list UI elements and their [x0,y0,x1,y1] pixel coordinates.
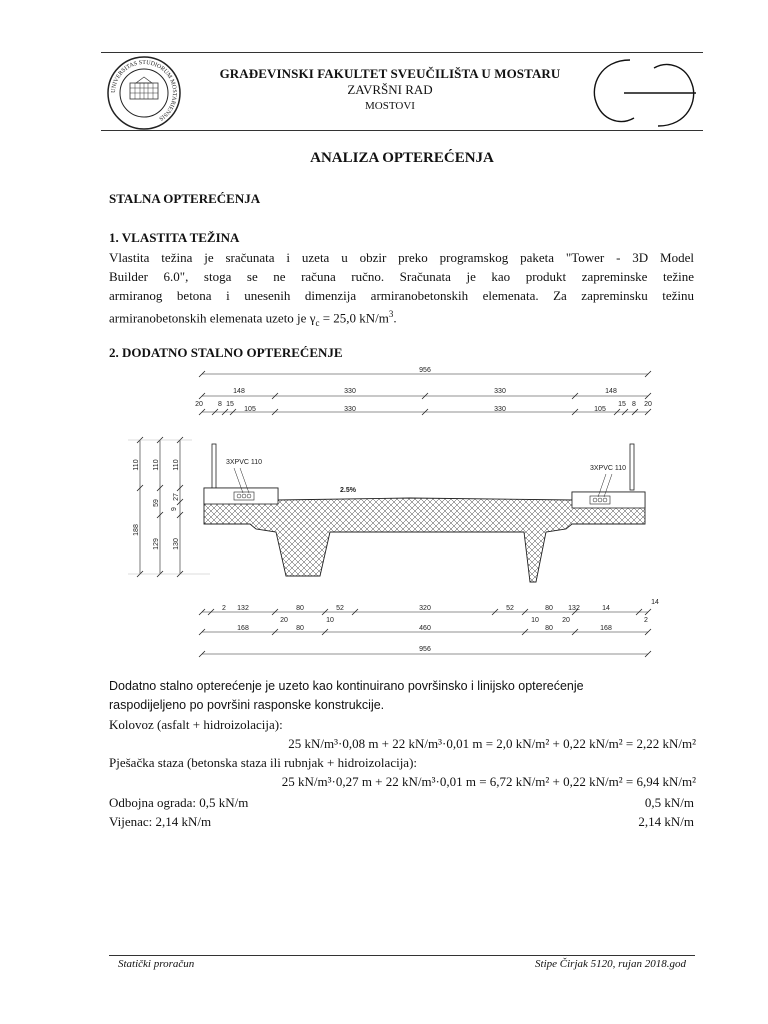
section-heading-permanent: STALNA OPTEREĆENJA [109,191,261,206]
dim-bot2: 80 [296,625,304,632]
dim-row2: 8 [632,401,636,408]
dim-row2: 105 [594,406,606,413]
dim-left: 110 [153,459,160,471]
heading-self-weight: 1. VLASTITA TEŽINA [109,230,240,245]
text-fragment: = 25,0 kN/m [319,310,389,326]
subject-name: MOSTOVI [365,100,415,112]
dim-left: 110 [133,459,140,471]
dim-left: 188 [133,524,140,536]
text-line: Vlastita težina je sračunata i uzeta u obzir preko programskog paketa "Tower - 3D Model [109,250,694,265]
text-line [109,305,694,333]
text-fragment: armiranobetonskih elemenata uzeto je γ [109,310,316,326]
dim-bot1: 80 [545,605,553,612]
roadway-label: Kolovoz (asfalt + hidroizolacija): [109,717,283,732]
text-line: Builder 6.0", stoga se ne računa ručno. Sračunata je kao produkt zapreminske težine [109,269,694,284]
dim-top-total: 956 [419,367,431,374]
dim-bot2: 168 [600,625,612,632]
sidewalk-label: Pješačka staza (betonska staza ili rubnjak + hidroizolacija): [109,755,418,770]
dim-left: 9 [171,507,178,511]
superscript: 3 [388,309,394,319]
dim-bot1b: 10 [326,617,334,624]
text-fragment: . [393,310,397,326]
additional-load-desc-line2: raspodijeljeno po površini rasponske konstrukcije. [109,698,385,712]
dim-row1-c: 330 [494,388,506,395]
dim-bot2: 80 [545,625,553,632]
slope-label: 2.5% [340,487,356,494]
document-type: ZAVRŠNI RAD [347,82,433,97]
dim-row2: 330 [344,406,356,413]
additional-load-desc-line1: Dodatno stalno opterećenje je uzeto kao kontinuirano površinsko i linijsko opterećenje [109,679,584,693]
dim-left: 110 [173,459,180,471]
dim-left: 59 [153,499,160,507]
text-line: armiranog betona i unesenih dimenzija armiranobetonskih elemenata. Za zapreminsku težinu [109,288,694,303]
university-seal [106,55,182,131]
dim-bot2: 168 [237,625,249,632]
cornice-label: Vijenac: 2,14 kN/m [109,814,212,829]
heading-additional-load: 2. DODATNO STALNO OPTEREĆENJE [109,345,343,360]
pipe-label-left: 3XPVC 110 [226,459,263,466]
pipe-label-right: 3XPVC 110 [590,465,627,472]
dim-bot1: 14 [602,605,610,612]
dim-row2: 15 [226,401,234,408]
sidewalk-calculation: 25 kN/m³·0,27 m + 22 kN/m³·0,01 m = 6,72 kN/m² + 0,22 kN/m² = 6,94 kN/m² [281,774,696,789]
dim-bot1: 52 [506,605,514,612]
dim-bot1: 132 [568,605,580,612]
dim-bot1: 2 [222,605,226,612]
dim-bot1b: 10 [531,617,539,624]
dim-bot1: 320 [419,605,431,612]
bridge-cross-section-drawing [100,364,670,666]
dim-bot1: 52 [336,605,344,612]
dim-row2: 20 [195,401,203,408]
dim-row2: 8 [218,401,222,408]
paragraph-self-weight [109,248,694,333]
dim-row2: 330 [494,406,506,413]
dim-bot-total: 956 [419,646,431,653]
guardrail-value: 0,5 kN/m [644,795,694,810]
dim-bot1b: 20 [562,617,570,624]
seal-text: UNIVERSITAS STUDIORUM MOSTARIENSIS [110,59,178,122]
dim-bot1: 14 [651,599,659,606]
roadway-calculation: 25 kN/m³·0,08 m + 22 kN/m³·0,01 m = 2,0 kN/m² + 0,22 kN/m² = 2,22 kN/m² [288,736,696,751]
header-bottom-rule [101,130,703,131]
dim-bot1: 80 [296,605,304,612]
dim-row2: 20 [644,401,652,408]
dim-bot2: 460 [419,625,431,632]
dim-bot1: 132 [237,605,249,612]
footer-right: Stipe Čirjak 5120, rujan 2018.god [535,958,686,970]
dim-bot1b: 2 [644,617,648,624]
cornice-value: 2,14 kN/m [638,814,694,829]
dim-row2: 105 [244,406,256,413]
faculty-logo [590,56,698,128]
dim-row1-d: 148 [605,388,617,395]
footer-rule [109,955,695,956]
dim-row1-b: 330 [344,388,356,395]
faculty-name: GRAĐEVINSKI FAKULTET SVEUČILIŠTA U MOSTARU [219,66,561,81]
dim-left: 129 [153,538,160,550]
subscript: c [315,317,320,328]
guardrail-label: Odbojna ograda: 0,5 kN/m [109,795,249,810]
dim-bot1b: 20 [280,617,288,624]
dim-left: 27 [173,493,180,501]
dim-row2: 15 [618,401,626,408]
dim-left: 130 [173,538,180,550]
header-top-rule [101,52,703,53]
dim-row1-a: 148 [233,388,245,395]
page-title: ANALIZA OPTEREĆENJA [310,150,494,166]
footer-left: Statički proračun [118,958,195,970]
